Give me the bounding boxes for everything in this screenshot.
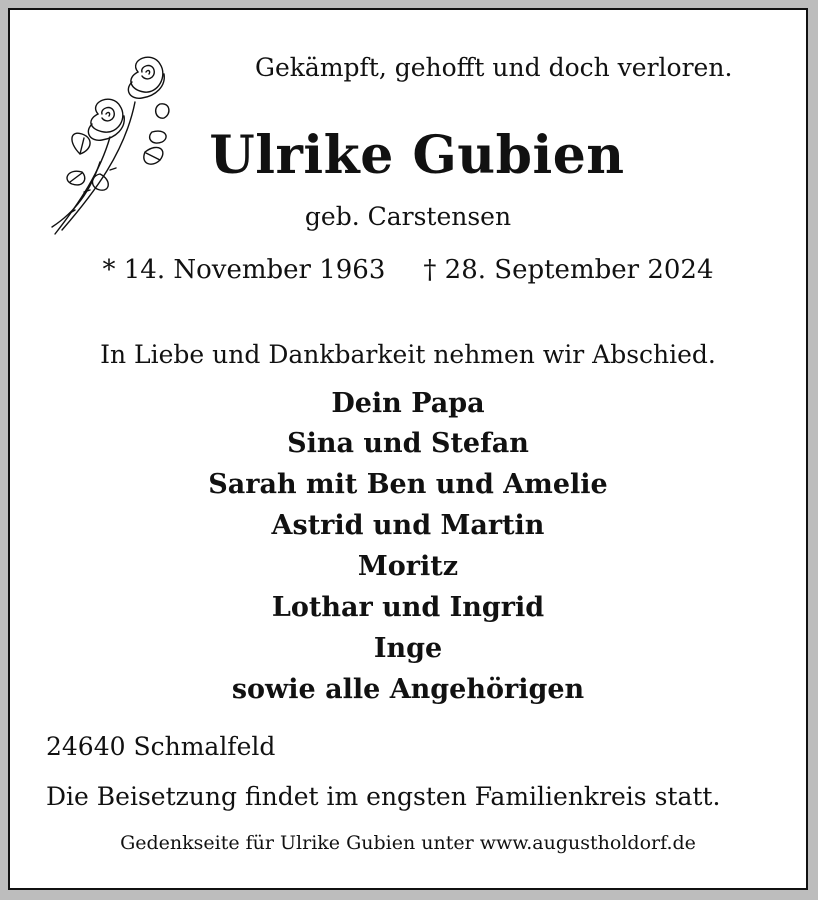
memorial-page-info: Gedenkseite für Ulrike Gubien unter www.augustholdorf.de bbox=[120, 832, 696, 854]
mourner-line: Moritz bbox=[357, 551, 459, 582]
mourner-line: sowie alle Angehörigen bbox=[231, 674, 585, 705]
mourner-line: Sarah mit Ben und Amelie bbox=[208, 469, 608, 500]
birth-name: geb. Carstensen bbox=[304, 202, 512, 231]
farewell-text: In Liebe und Dankbarkeit nehmen wir Abschied. bbox=[100, 340, 716, 369]
mourner-line: Dein Papa bbox=[331, 388, 485, 419]
deceased-name: Ulrike Gubien bbox=[209, 125, 625, 186]
mourner-line: Sina und Stefan bbox=[287, 428, 529, 459]
place: 24640 Schmalfeld bbox=[46, 732, 276, 761]
quote: Gekämpft, gehofft und doch verloren. bbox=[255, 53, 733, 82]
mourner-line: Astrid und Martin bbox=[271, 510, 545, 541]
birth-date: * 14. November 1963 bbox=[102, 255, 386, 285]
funeral-info: Die Beisetzung findet im engsten Familienkreis statt. bbox=[46, 782, 721, 811]
obituary-notice bbox=[8, 8, 808, 890]
death-date: † 28. September 2024 bbox=[423, 255, 714, 285]
mourner-line: Lothar und Ingrid bbox=[271, 592, 545, 623]
life-dates bbox=[10, 255, 806, 285]
mourner-line: Inge bbox=[373, 633, 443, 664]
